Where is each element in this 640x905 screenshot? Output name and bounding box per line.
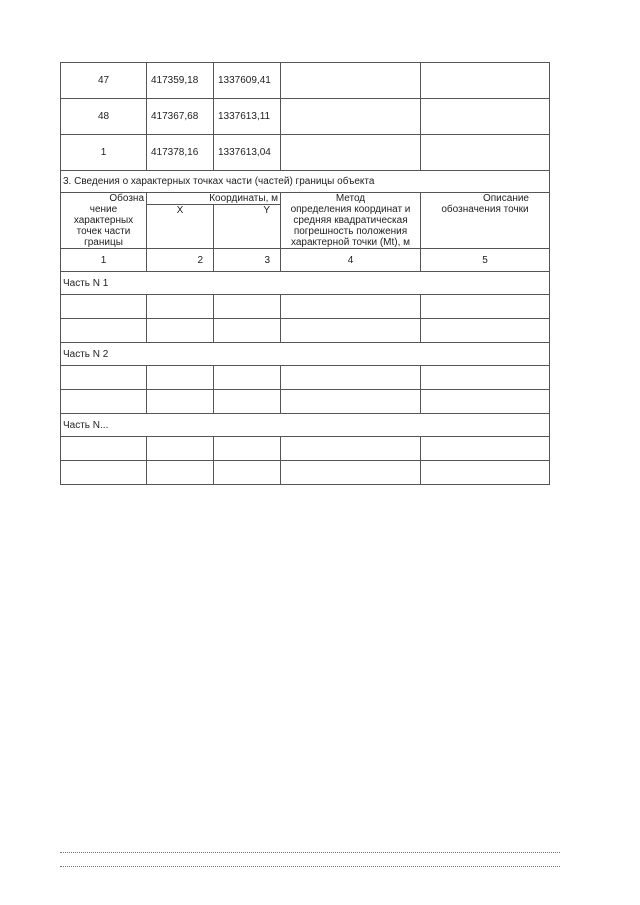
column-number: 1 <box>61 249 147 272</box>
column-number: 2 <box>147 249 214 272</box>
empty-cell <box>421 461 550 485</box>
empty-cell <box>61 437 147 461</box>
empty-cell <box>214 295 281 319</box>
coord-y: 1337613,04 <box>214 135 281 171</box>
boundary-points-table <box>60 62 550 485</box>
empty-cell <box>281 390 421 414</box>
header-designation-line1: Обозна <box>109 193 144 204</box>
empty-cell <box>281 366 421 390</box>
header-description <box>421 193 550 249</box>
header-method-line4: погрешность положения <box>293 226 408 237</box>
header-designation-line4: точек части <box>76 226 131 237</box>
empty-cell <box>421 437 550 461</box>
header-row <box>61 193 550 205</box>
empty-cell <box>421 390 550 414</box>
empty-cell <box>147 390 214 414</box>
header-method-line3: средняя квадратическая <box>293 215 408 226</box>
coord-x: 417359,18 <box>147 63 214 99</box>
column-numbers-row <box>61 249 550 272</box>
table-row <box>61 63 550 99</box>
description-cell <box>421 63 550 99</box>
empty-cell <box>61 295 147 319</box>
method-cell <box>281 135 421 171</box>
empty-cell <box>281 319 421 343</box>
table-row <box>61 135 550 171</box>
column-number: 3 <box>214 249 281 272</box>
table-row <box>61 366 550 390</box>
coord-y: 1337609,41 <box>214 63 281 99</box>
point-number: 1 <box>61 135 147 171</box>
empty-cell <box>147 437 214 461</box>
empty-cell <box>147 461 214 485</box>
empty-cell <box>421 366 550 390</box>
point-number: 47 <box>61 63 147 99</box>
empty-cell <box>214 319 281 343</box>
column-number: 5 <box>421 249 550 272</box>
header-method-line5: характерной точки (Mt), м <box>290 237 411 248</box>
table-row <box>61 461 550 485</box>
description-cell <box>421 135 550 171</box>
method-cell <box>281 99 421 135</box>
header-method-line1: Метод <box>335 193 366 204</box>
part-heading-row <box>61 343 550 366</box>
empty-cell <box>61 390 147 414</box>
empty-cell <box>281 461 421 485</box>
section-title-row <box>61 171 550 193</box>
header-description-line2: обозначения точки <box>441 204 529 215</box>
method-cell <box>281 63 421 99</box>
part-label: Часть N 2 <box>61 343 550 366</box>
section-title: 3. Сведения о характерных точках части (частей) границы объекта <box>61 171 550 193</box>
empty-cell <box>214 461 281 485</box>
empty-cell <box>214 437 281 461</box>
table-row <box>61 295 550 319</box>
empty-cell <box>61 461 147 485</box>
header-x: X <box>147 205 214 249</box>
coord-x: 417378,16 <box>147 135 214 171</box>
header-description-line1: Описание <box>482 193 529 204</box>
part-label: Часть N... <box>61 414 550 437</box>
empty-cell <box>281 295 421 319</box>
header-designation-line3: характерных <box>73 215 134 226</box>
column-number: 4 <box>281 249 421 272</box>
header-method-line2: определения координат и <box>290 204 411 215</box>
empty-cell <box>61 319 147 343</box>
dotted-divider <box>60 866 560 867</box>
empty-cell <box>147 295 214 319</box>
empty-cell <box>281 437 421 461</box>
header-coordinates: Координаты, м <box>147 193 281 205</box>
header-designation <box>61 193 147 249</box>
point-number: 48 <box>61 99 147 135</box>
part-heading-row <box>61 414 550 437</box>
empty-cell <box>61 366 147 390</box>
table-row <box>61 437 550 461</box>
empty-cell <box>421 295 550 319</box>
part-heading-row <box>61 272 550 295</box>
table-row <box>61 319 550 343</box>
table-row <box>61 390 550 414</box>
coord-x: 417367,68 <box>147 99 214 135</box>
header-designation-line5: границы <box>84 237 123 248</box>
empty-cell <box>214 390 281 414</box>
header-y: Y <box>214 205 281 249</box>
coord-y: 1337613,11 <box>214 99 281 135</box>
empty-cell <box>147 366 214 390</box>
empty-cell <box>421 319 550 343</box>
description-cell <box>421 99 550 135</box>
table-row <box>61 99 550 135</box>
part-label: Часть N 1 <box>61 272 550 295</box>
header-method <box>281 193 421 249</box>
header-designation-line2: чение <box>89 204 118 215</box>
dotted-divider <box>60 852 560 853</box>
empty-cell <box>147 319 214 343</box>
empty-cell <box>214 366 281 390</box>
